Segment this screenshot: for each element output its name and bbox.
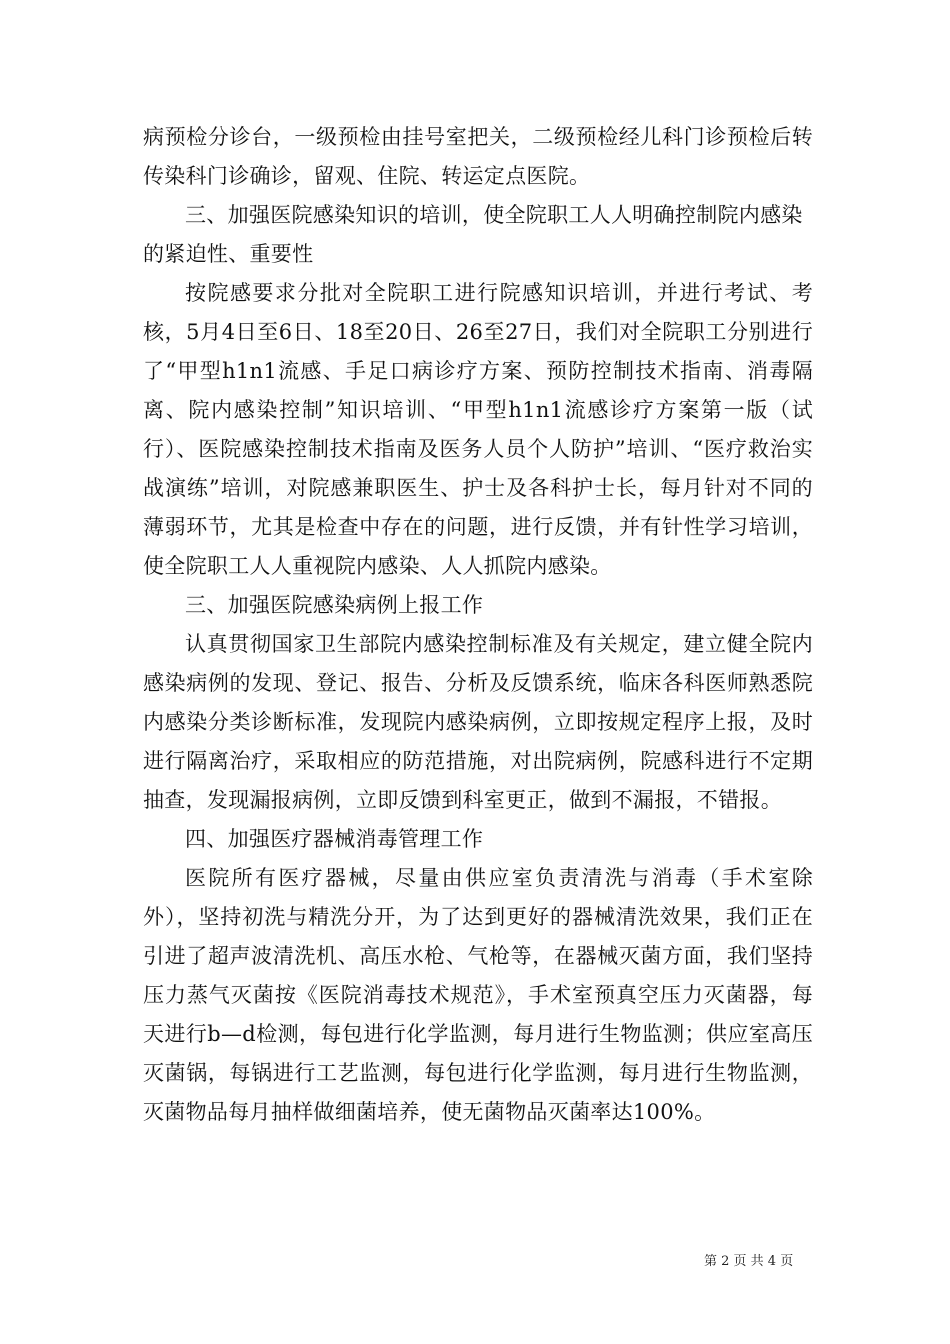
paragraph-training: 按院感要求分批对全院职工进行院感知识培训，并进行考试、考核，5月4日至6日、18至20日、26至27日，我们对全院职工分别进行了“甲型h1n1流感、手足口病诊疗方案、预防控制技术指南、消毒隔离、院内感染控制”知识培训、“甲型h1n1流感诊疗方案第一版（试行）、医院感染控制技术指南及医务人员个人防护”培训、“医疗救治实战演练”培训，对院感兼职医生、护士及各科护士长，每月针对不同的薄弱环节，尤其是检查中存在的问题，进行反馈，并有针性学习培训，使全院职工人人重视院内感染、人人抓院内感染。	[143, 281, 813, 578]
page-number-label: 第 2 页 共 4 页	[704, 1254, 794, 1269]
paragraph-continuation: 病预检分诊台，一级预检由挂号室把关，二级预检经儿科门诊预检后转传染科门诊确诊，留观、住院、转运定点医院。	[143, 125, 813, 188]
paragraph-disinfection: 医院所有医疗器械，尽量由供应室负责清洗与消毒（手术室除外），坚持初洗与精洗分开，为了达到更好的器械清洗效果，我们正在引进了超声波清洗机、高压水枪、气枪等，在器械灭菌方面，我们坚持压力蒸气灭菌按《医院消毒技术规范》，手术室预真空压力灭菌器，每天进行b—d检测，每包进行化学监测，每月进行生物监测；供应室高压灭菌锅，每锅进行工艺监测，每包进行化学监测，每月进行生物监测，灭菌物品每月抽样做细菌培养，使无菌物品灭菌率达100%。	[143, 866, 813, 1124]
section-heading-disinfection: 四、加强医疗器械消毒管理工作	[185, 827, 484, 851]
section-heading-training: 三、加强医院感染知识的培训，使全院职工人人明确控制院内感染的紧迫性、重要性	[143, 203, 803, 266]
paragraph-case-reporting: 认真贯彻国家卫生部院内感染控制标准及有关规定，建立健全院内感染病例的发现、登记、报告、分析及反馈系统，临床各科医师熟悉院内感染分类诊断标准，发现院内感染病例，立即按规定程序上报，及时进行隔离治疗，采取相应的防范措施，对出院病例，院感科进行不定期抽查，发现漏报病例，立即反馈到科室更正，做到不漏报，不错报。	[143, 632, 813, 812]
section-heading-case-reporting: 三、加强医院感染病例上报工作	[185, 593, 484, 617]
document-body	[143, 118, 813, 1132]
page-footer	[704, 1250, 793, 1269]
